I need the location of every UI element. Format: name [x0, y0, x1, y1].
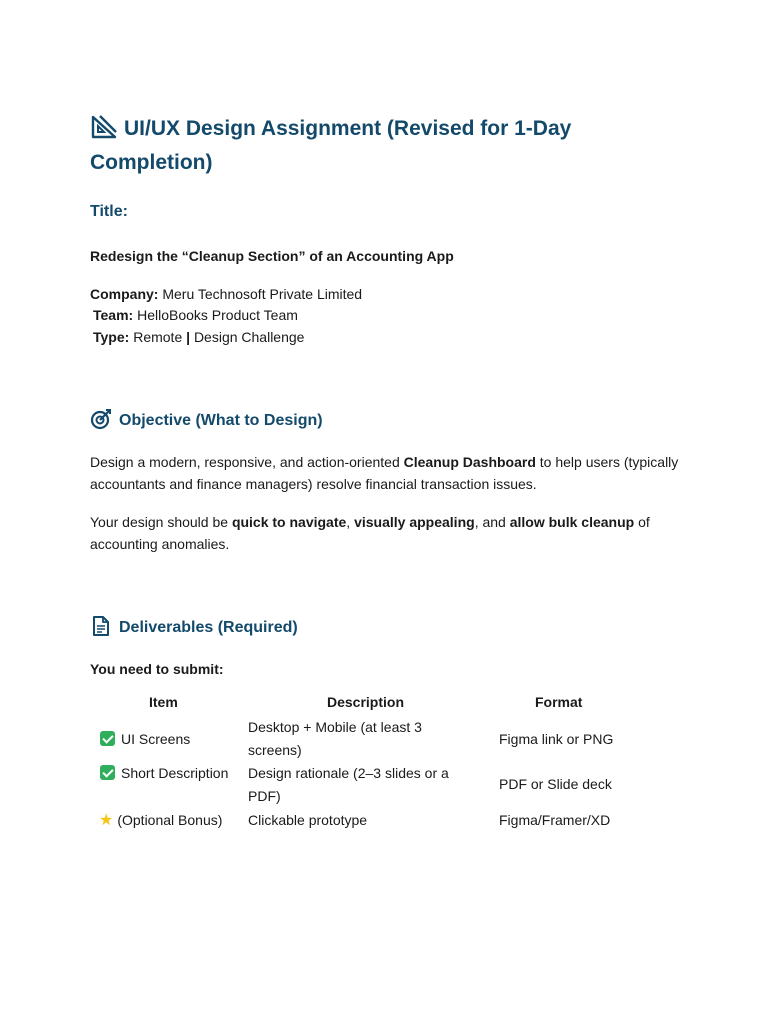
- column-header-format: Format: [535, 694, 583, 710]
- table-row-3-format: Figma/Framer/XD: [499, 812, 611, 828]
- deliverables-intro: You need to submit:: [90, 661, 224, 677]
- deliverables-heading: [90, 615, 298, 637]
- document-icon: [90, 615, 112, 637]
- objective-paragraph-2: [90, 511, 680, 555]
- item-text: UI Screens: [121, 731, 191, 747]
- table-row-1-format: Figma link or PNG: [499, 731, 614, 747]
- bold-text: quick to navigate: [231, 514, 347, 530]
- cleanup-dashboard-text: Cleanup Dashboard: [403, 454, 536, 470]
- text-run: ,: [346, 514, 355, 530]
- checkbox-icon: [100, 731, 115, 746]
- deliverables-heading-text: Deliverables (Required): [119, 619, 298, 636]
- type-value-challenge: Design Challenge: [193, 329, 305, 345]
- objective-heading: [90, 408, 323, 430]
- type-label: Type:: [93, 329, 130, 345]
- project-title: Redesign the “Cleanup Section” of an Accounting App: [90, 248, 454, 264]
- text-run: Design a modern, responsive, and action-oriented: [90, 454, 404, 470]
- star-icon: ★: [99, 812, 114, 829]
- table-row-3-item: [99, 809, 222, 832]
- type-line: [93, 326, 683, 348]
- company-value: Meru Technosoft Private Limited: [162, 286, 363, 302]
- team-value: HelloBooks Product Team: [137, 307, 298, 323]
- checkbox-icon: [100, 765, 115, 780]
- team-line: [93, 304, 683, 326]
- text-run: to help users (typically accountants and finance managers) resolve financial transaction issues.: [90, 454, 679, 492]
- text-run: Your design should be: [90, 514, 232, 530]
- table-row-2-format: PDF or Slide deck: [499, 776, 612, 792]
- text-run: of accounting anomalies.: [90, 514, 650, 552]
- table-row-3-description: Clickable prototype: [248, 812, 368, 828]
- type-value-remote: Remote: [133, 329, 183, 345]
- page-title: [90, 112, 650, 180]
- item-text: Short Description: [121, 765, 229, 781]
- company-line: [90, 283, 680, 305]
- title-heading: Title:: [90, 203, 128, 220]
- target-icon: [90, 408, 112, 430]
- team-label: Team:: [93, 307, 134, 323]
- type-separator: |: [186, 329, 191, 345]
- table-row-2-item: [97, 762, 247, 785]
- bold-text: visually appealing: [354, 514, 475, 530]
- objective-paragraph-1: [90, 451, 680, 495]
- column-header-item: Item: [149, 694, 178, 710]
- drafting-triangle-icon: [90, 114, 118, 140]
- table-row-2-description: Design rationale (2–3 slides or a PDF): [248, 765, 449, 804]
- text-run: , and: [474, 514, 510, 530]
- column-header-description: Description: [327, 694, 405, 710]
- objective-heading-text: Objective (What to Design): [119, 412, 323, 429]
- page-title-text: UI/UX Design Assignment (Revised for 1-Day Completion): [90, 117, 572, 174]
- bold-text: allow bulk cleanup: [509, 514, 635, 530]
- company-label: Company:: [90, 286, 159, 302]
- table-row-1-description: Desktop + Mobile (at least 3 screens): [248, 719, 422, 758]
- table-row-1-item: [100, 728, 190, 751]
- item-text: (Optional Bonus): [117, 812, 223, 828]
